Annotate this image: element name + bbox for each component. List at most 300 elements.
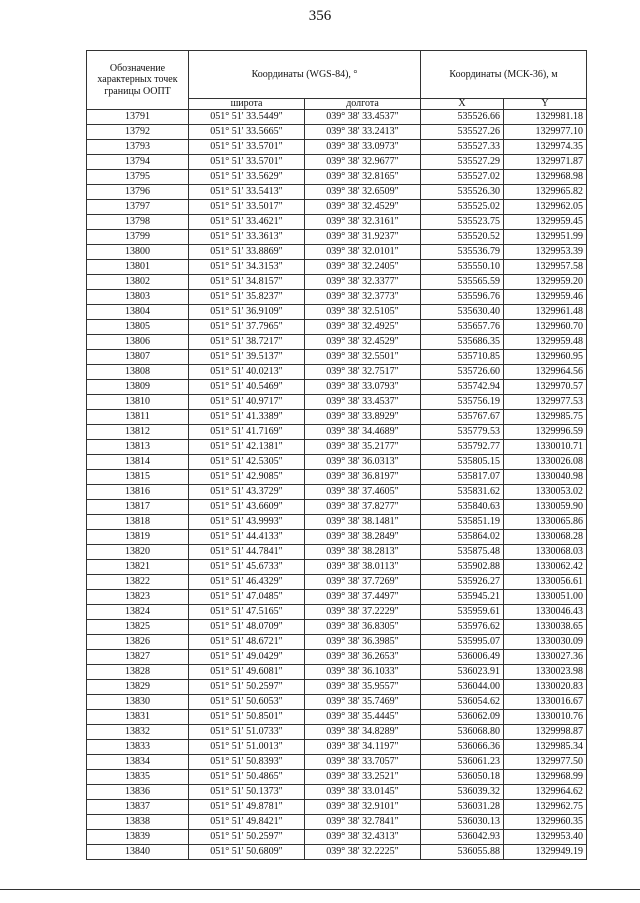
point-id-cell: 13828 <box>87 665 189 680</box>
point-id-cell: 13822 <box>87 575 189 590</box>
longitude-cell: 039° 38' 38.1481" <box>305 515 421 530</box>
x-coordinate-cell: 535805.15 <box>421 455 504 470</box>
longitude-cell: 039° 38' 33.0973" <box>305 140 421 155</box>
x-coordinate-cell: 535523.75 <box>421 215 504 230</box>
table-row <box>87 635 587 650</box>
x-coordinate-cell: 535945.21 <box>421 590 504 605</box>
latitude-cell: 051° 51' 48.0709" <box>189 620 305 635</box>
x-coordinate-cell: 535864.02 <box>421 530 504 545</box>
longitude-cell: 039° 38' 37.2229" <box>305 605 421 620</box>
table-row <box>87 560 587 575</box>
y-coordinate-cell: 1329959.48 <box>504 335 587 350</box>
point-id-cell: 13798 <box>87 215 189 230</box>
x-coordinate-cell: 536068.80 <box>421 725 504 740</box>
table-row <box>87 245 587 260</box>
latitude-cell: 051° 51' 43.6609" <box>189 500 305 515</box>
longitude-cell: 039° 38' 35.4445" <box>305 710 421 725</box>
point-id-cell: 13819 <box>87 530 189 545</box>
point-id-cell: 13806 <box>87 335 189 350</box>
latitude-cell: 051° 51' 48.6721" <box>189 635 305 650</box>
x-coordinate-cell: 535726.60 <box>421 365 504 380</box>
x-coordinate-cell: 535831.62 <box>421 485 504 500</box>
table-row <box>87 545 587 560</box>
longitude-cell: 039° 38' 32.3773" <box>305 290 421 305</box>
latitude-cell: 051° 51' 50.6809" <box>189 845 305 860</box>
longitude-cell: 039° 38' 38.0113" <box>305 560 421 575</box>
point-id-cell: 13797 <box>87 200 189 215</box>
point-id-cell: 13835 <box>87 770 189 785</box>
point-id-cell: 13826 <box>87 635 189 650</box>
longitude-cell: 039° 38' 36.3985" <box>305 635 421 650</box>
latitude-cell: 051° 51' 33.5449" <box>189 110 305 125</box>
y-coordinate-cell: 1330059.90 <box>504 500 587 515</box>
longitude-cell: 039° 38' 33.2521" <box>305 770 421 785</box>
table-row <box>87 815 587 830</box>
point-id-cell: 13802 <box>87 275 189 290</box>
y-coordinate-cell: 1330062.42 <box>504 560 587 575</box>
table-row <box>87 155 587 170</box>
latitude-cell: 051° 51' 33.4621" <box>189 215 305 230</box>
point-id-cell: 13834 <box>87 755 189 770</box>
footer-divider <box>0 889 640 890</box>
latitude-cell: 051° 51' 49.0429" <box>189 650 305 665</box>
longitude-cell: 039° 38' 32.4529" <box>305 335 421 350</box>
longitude-cell: 039° 38' 36.2653" <box>305 650 421 665</box>
x-coordinate-cell: 535565.59 <box>421 275 504 290</box>
y-coordinate-cell: 1330065.86 <box>504 515 587 530</box>
longitude-cell: 039° 38' 32.5501" <box>305 350 421 365</box>
latitude-cell: 051° 51' 40.9717" <box>189 395 305 410</box>
point-id-cell: 13816 <box>87 485 189 500</box>
longitude-cell: 039° 38' 36.8305" <box>305 620 421 635</box>
longitude-cell: 039° 38' 32.7841" <box>305 815 421 830</box>
y-coordinate-cell: 1329985.34 <box>504 740 587 755</box>
latitude-cell: 051° 51' 33.5413" <box>189 185 305 200</box>
y-coordinate-cell: 1329961.48 <box>504 305 587 320</box>
table-row <box>87 410 587 425</box>
y-coordinate-cell: 1329977.10 <box>504 125 587 140</box>
x-coordinate-cell: 536039.32 <box>421 785 504 800</box>
header-latitude: широта <box>189 99 305 110</box>
point-id-cell: 13804 <box>87 305 189 320</box>
y-coordinate-cell: 1329949.19 <box>504 845 587 860</box>
latitude-cell: 051° 51' 50.2597" <box>189 830 305 845</box>
x-coordinate-cell: 535902.88 <box>421 560 504 575</box>
longitude-cell: 039° 38' 33.4537" <box>305 110 421 125</box>
x-coordinate-cell: 535630.40 <box>421 305 504 320</box>
y-coordinate-cell: 1329977.50 <box>504 755 587 770</box>
point-id-cell: 13812 <box>87 425 189 440</box>
latitude-cell: 051° 51' 42.1381" <box>189 440 305 455</box>
longitude-cell: 039° 38' 32.5105" <box>305 305 421 320</box>
latitude-cell: 051° 51' 34.3153" <box>189 260 305 275</box>
header-row-main <box>87 51 587 99</box>
point-id-cell: 13824 <box>87 605 189 620</box>
x-coordinate-cell: 536006.49 <box>421 650 504 665</box>
table-row <box>87 380 587 395</box>
longitude-cell: 039° 38' 37.8277" <box>305 500 421 515</box>
longitude-cell: 039° 38' 34.4689" <box>305 425 421 440</box>
table-row <box>87 440 587 455</box>
y-coordinate-cell: 1329951.99 <box>504 230 587 245</box>
x-coordinate-cell: 536044.00 <box>421 680 504 695</box>
latitude-cell: 051° 51' 40.5469" <box>189 380 305 395</box>
table-row <box>87 200 587 215</box>
y-coordinate-cell: 1329959.20 <box>504 275 587 290</box>
table-row <box>87 800 587 815</box>
latitude-cell: 051° 51' 35.8237" <box>189 290 305 305</box>
y-coordinate-cell: 1329962.05 <box>504 200 587 215</box>
y-coordinate-cell: 1329960.35 <box>504 815 587 830</box>
x-coordinate-cell: 536050.18 <box>421 770 504 785</box>
y-coordinate-cell: 1330046.43 <box>504 605 587 620</box>
point-id-cell: 13833 <box>87 740 189 755</box>
point-id-cell: 13827 <box>87 650 189 665</box>
x-coordinate-cell: 535995.07 <box>421 635 504 650</box>
page-number: 356 <box>308 8 332 24</box>
x-coordinate-cell: 536061.23 <box>421 755 504 770</box>
latitude-cell: 051° 51' 38.7217" <box>189 335 305 350</box>
x-coordinate-cell: 535959.61 <box>421 605 504 620</box>
y-coordinate-cell: 1330040.98 <box>504 470 587 485</box>
point-id-cell: 13799 <box>87 230 189 245</box>
point-id-cell: 13825 <box>87 620 189 635</box>
y-coordinate-cell: 1330026.08 <box>504 455 587 470</box>
latitude-cell: 051° 51' 47.0485" <box>189 590 305 605</box>
longitude-cell: 039° 38' 32.3377" <box>305 275 421 290</box>
header-msk-label: Координаты (МСК-36), м <box>421 51 587 99</box>
x-coordinate-cell: 536031.28 <box>421 800 504 815</box>
table-row <box>87 740 587 755</box>
point-id-cell: 13805 <box>87 320 189 335</box>
latitude-cell: 051° 51' 44.4133" <box>189 530 305 545</box>
point-id-cell: 13791 <box>87 110 189 125</box>
point-id-cell: 13838 <box>87 815 189 830</box>
point-id-cell: 13823 <box>87 590 189 605</box>
y-coordinate-cell: 1330056.61 <box>504 575 587 590</box>
table-row <box>87 785 587 800</box>
latitude-cell: 051° 51' 33.5629" <box>189 170 305 185</box>
y-coordinate-cell: 1329974.35 <box>504 140 587 155</box>
x-coordinate-cell: 535520.52 <box>421 230 504 245</box>
table-row <box>87 470 587 485</box>
point-id-cell: 13811 <box>87 410 189 425</box>
latitude-cell: 051° 51' 43.9993" <box>189 515 305 530</box>
table-row <box>87 620 587 635</box>
point-id-cell: 13817 <box>87 500 189 515</box>
latitude-cell: 051° 51' 39.5137" <box>189 350 305 365</box>
x-coordinate-cell: 535756.19 <box>421 395 504 410</box>
longitude-cell: 039° 38' 32.4925" <box>305 320 421 335</box>
table-row <box>87 590 587 605</box>
latitude-cell: 051° 51' 46.4329" <box>189 575 305 590</box>
longitude-cell: 039° 38' 36.1033" <box>305 665 421 680</box>
x-coordinate-cell: 535526.66 <box>421 110 504 125</box>
longitude-cell: 039° 38' 38.2849" <box>305 530 421 545</box>
y-coordinate-cell: 1329964.62 <box>504 785 587 800</box>
x-coordinate-cell: 535875.48 <box>421 545 504 560</box>
table-row <box>87 335 587 350</box>
latitude-cell: 051° 51' 33.5665" <box>189 125 305 140</box>
x-coordinate-cell: 535976.62 <box>421 620 504 635</box>
table-row <box>87 185 587 200</box>
table-row <box>87 350 587 365</box>
longitude-cell: 039° 38' 34.8289" <box>305 725 421 740</box>
point-id-cell: 13821 <box>87 560 189 575</box>
latitude-cell: 051° 51' 33.5701" <box>189 155 305 170</box>
y-coordinate-cell: 1330010.76 <box>504 710 587 725</box>
x-coordinate-cell: 535526.30 <box>421 185 504 200</box>
y-coordinate-cell: 1330010.71 <box>504 440 587 455</box>
y-coordinate-cell: 1329996.59 <box>504 425 587 440</box>
table-row <box>87 290 587 305</box>
x-coordinate-cell: 535840.63 <box>421 500 504 515</box>
x-coordinate-cell: 535527.33 <box>421 140 504 155</box>
x-coordinate-cell: 535792.77 <box>421 440 504 455</box>
point-id-cell: 13792 <box>87 125 189 140</box>
longitude-cell: 039° 38' 32.4313" <box>305 830 421 845</box>
point-id-cell: 13837 <box>87 800 189 815</box>
y-coordinate-cell: 1329962.75 <box>504 800 587 815</box>
latitude-cell: 051° 51' 34.8157" <box>189 275 305 290</box>
point-id-cell: 13810 <box>87 395 189 410</box>
y-coordinate-cell: 1329959.45 <box>504 215 587 230</box>
y-coordinate-cell: 1329960.70 <box>504 320 587 335</box>
latitude-cell: 051° 51' 44.7841" <box>189 545 305 560</box>
longitude-cell: 039° 38' 37.7269" <box>305 575 421 590</box>
y-coordinate-cell: 1329977.53 <box>504 395 587 410</box>
longitude-cell: 039° 38' 33.0145" <box>305 785 421 800</box>
point-id-cell: 13813 <box>87 440 189 455</box>
longitude-cell: 039° 38' 32.8165" <box>305 170 421 185</box>
table-row <box>87 530 587 545</box>
y-coordinate-cell: 1329968.98 <box>504 170 587 185</box>
y-coordinate-cell: 1330053.02 <box>504 485 587 500</box>
longitude-cell: 039° 38' 32.2405" <box>305 260 421 275</box>
latitude-cell: 051° 51' 40.0213" <box>189 365 305 380</box>
point-id-cell: 13793 <box>87 140 189 155</box>
x-coordinate-cell: 535779.53 <box>421 425 504 440</box>
point-id-cell: 13795 <box>87 170 189 185</box>
table-row <box>87 305 587 320</box>
x-coordinate-cell: 535527.26 <box>421 125 504 140</box>
longitude-cell: 039° 38' 33.2413" <box>305 125 421 140</box>
table-row <box>87 215 587 230</box>
x-coordinate-cell: 535527.29 <box>421 155 504 170</box>
y-coordinate-cell: 1330051.00 <box>504 590 587 605</box>
longitude-cell: 039° 38' 34.1197" <box>305 740 421 755</box>
table-row <box>87 170 587 185</box>
table-row <box>87 230 587 245</box>
table-row <box>87 515 587 530</box>
x-coordinate-cell: 535710.85 <box>421 350 504 365</box>
latitude-cell: 051° 51' 37.7965" <box>189 320 305 335</box>
point-id-cell: 13808 <box>87 365 189 380</box>
x-coordinate-cell: 536066.36 <box>421 740 504 755</box>
longitude-cell: 039° 38' 37.4497" <box>305 590 421 605</box>
y-coordinate-cell: 1329957.58 <box>504 260 587 275</box>
header-longitude: долгота <box>305 99 421 110</box>
x-coordinate-cell: 535686.35 <box>421 335 504 350</box>
point-id-cell: 13831 <box>87 710 189 725</box>
table-row <box>87 725 587 740</box>
latitude-cell: 051° 51' 41.7169" <box>189 425 305 440</box>
point-id-cell: 13801 <box>87 260 189 275</box>
y-coordinate-cell: 1329959.46 <box>504 290 587 305</box>
x-coordinate-cell: 535767.67 <box>421 410 504 425</box>
header-point-label: Обозначение характерных точек границы ООПТ <box>87 51 189 110</box>
y-coordinate-cell: 1329953.39 <box>504 245 587 260</box>
point-id-cell: 13829 <box>87 680 189 695</box>
y-coordinate-cell: 1330030.09 <box>504 635 587 650</box>
table-row <box>87 680 587 695</box>
longitude-cell: 039° 38' 33.0793" <box>305 380 421 395</box>
point-id-cell: 13807 <box>87 350 189 365</box>
latitude-cell: 051° 51' 50.8393" <box>189 755 305 770</box>
latitude-cell: 051° 51' 33.3613" <box>189 230 305 245</box>
y-coordinate-cell: 1329960.95 <box>504 350 587 365</box>
longitude-cell: 039° 38' 33.4537" <box>305 395 421 410</box>
longitude-cell: 039° 38' 32.4529" <box>305 200 421 215</box>
coordinates-table <box>86 50 587 860</box>
x-coordinate-cell: 535742.94 <box>421 380 504 395</box>
longitude-cell: 039° 38' 32.2225" <box>305 845 421 860</box>
table-row <box>87 395 587 410</box>
latitude-cell: 051° 51' 41.3389" <box>189 410 305 425</box>
latitude-cell: 051° 51' 50.1373" <box>189 785 305 800</box>
y-coordinate-cell: 1330023.98 <box>504 665 587 680</box>
header-y: Y <box>504 99 587 110</box>
table-row <box>87 650 587 665</box>
y-coordinate-cell: 1329964.56 <box>504 365 587 380</box>
latitude-cell: 051° 51' 33.5701" <box>189 140 305 155</box>
table-row <box>87 425 587 440</box>
header-wgs-label: Координаты (WGS-84), ° <box>189 51 421 99</box>
table-row <box>87 755 587 770</box>
latitude-cell: 051° 51' 50.4865" <box>189 770 305 785</box>
y-coordinate-cell: 1330038.65 <box>504 620 587 635</box>
point-id-cell: 13796 <box>87 185 189 200</box>
table-row <box>87 695 587 710</box>
y-coordinate-cell: 1330068.03 <box>504 545 587 560</box>
x-coordinate-cell: 535657.76 <box>421 320 504 335</box>
x-coordinate-cell: 535817.07 <box>421 470 504 485</box>
point-id-cell: 13830 <box>87 695 189 710</box>
longitude-cell: 039° 38' 32.7517" <box>305 365 421 380</box>
longitude-cell: 039° 38' 35.2177" <box>305 440 421 455</box>
table-row <box>87 665 587 680</box>
y-coordinate-cell: 1330020.83 <box>504 680 587 695</box>
point-id-cell: 13818 <box>87 515 189 530</box>
point-id-cell: 13800 <box>87 245 189 260</box>
longitude-cell: 039° 38' 36.8197" <box>305 470 421 485</box>
table-row <box>87 110 587 125</box>
y-coordinate-cell: 1330027.36 <box>504 650 587 665</box>
x-coordinate-cell: 535851.19 <box>421 515 504 530</box>
longitude-cell: 039° 38' 31.9237" <box>305 230 421 245</box>
latitude-cell: 051° 51' 51.0733" <box>189 725 305 740</box>
latitude-cell: 051° 51' 50.8501" <box>189 710 305 725</box>
y-coordinate-cell: 1329985.75 <box>504 410 587 425</box>
latitude-cell: 051° 51' 50.2597" <box>189 680 305 695</box>
latitude-cell: 051° 51' 45.6733" <box>189 560 305 575</box>
table-body <box>87 110 587 860</box>
point-id-cell: 13832 <box>87 725 189 740</box>
x-coordinate-cell: 536062.09 <box>421 710 504 725</box>
point-id-cell: 13814 <box>87 455 189 470</box>
longitude-cell: 039° 38' 38.2813" <box>305 545 421 560</box>
latitude-cell: 051° 51' 47.5165" <box>189 605 305 620</box>
x-coordinate-cell: 535550.10 <box>421 260 504 275</box>
table-row <box>87 140 587 155</box>
y-coordinate-cell: 1329970.57 <box>504 380 587 395</box>
latitude-cell: 051° 51' 50.6053" <box>189 695 305 710</box>
x-coordinate-cell: 535525.02 <box>421 200 504 215</box>
longitude-cell: 039° 38' 32.0101" <box>305 245 421 260</box>
x-coordinate-cell: 535596.76 <box>421 290 504 305</box>
longitude-cell: 039° 38' 32.9101" <box>305 800 421 815</box>
longitude-cell: 039° 38' 36.0313" <box>305 455 421 470</box>
table-header <box>87 51 587 110</box>
longitude-cell: 039° 38' 33.8929" <box>305 410 421 425</box>
point-id-cell: 13794 <box>87 155 189 170</box>
table-row <box>87 500 587 515</box>
x-coordinate-cell: 536055.88 <box>421 845 504 860</box>
latitude-cell: 051° 51' 33.5017" <box>189 200 305 215</box>
table-row <box>87 575 587 590</box>
latitude-cell: 051° 51' 42.5305" <box>189 455 305 470</box>
x-coordinate-cell: 536054.62 <box>421 695 504 710</box>
table-row <box>87 770 587 785</box>
latitude-cell: 051° 51' 42.9085" <box>189 470 305 485</box>
table-row <box>87 485 587 500</box>
longitude-cell: 039° 38' 32.3161" <box>305 215 421 230</box>
latitude-cell: 051° 51' 43.3729" <box>189 485 305 500</box>
point-id-cell: 13815 <box>87 470 189 485</box>
table-row <box>87 365 587 380</box>
x-coordinate-cell: 536042.93 <box>421 830 504 845</box>
longitude-cell: 039° 38' 35.9557" <box>305 680 421 695</box>
point-id-cell: 13839 <box>87 830 189 845</box>
point-id-cell: 13809 <box>87 380 189 395</box>
longitude-cell: 039° 38' 33.7057" <box>305 755 421 770</box>
point-id-cell: 13820 <box>87 545 189 560</box>
y-coordinate-cell: 1329968.99 <box>504 770 587 785</box>
longitude-cell: 039° 38' 32.6509" <box>305 185 421 200</box>
point-id-cell: 13840 <box>87 845 189 860</box>
table-row <box>87 455 587 470</box>
table-row <box>87 275 587 290</box>
table-row <box>87 260 587 275</box>
table-row <box>87 125 587 140</box>
y-coordinate-cell: 1329998.87 <box>504 725 587 740</box>
longitude-cell: 039° 38' 37.4605" <box>305 485 421 500</box>
y-coordinate-cell: 1329971.87 <box>504 155 587 170</box>
latitude-cell: 051° 51' 49.8421" <box>189 815 305 830</box>
latitude-cell: 051° 51' 51.0013" <box>189 740 305 755</box>
y-coordinate-cell: 1329953.40 <box>504 830 587 845</box>
x-coordinate-cell: 535536.79 <box>421 245 504 260</box>
table-row <box>87 845 587 860</box>
point-id-cell: 13836 <box>87 785 189 800</box>
latitude-cell: 051° 51' 49.8781" <box>189 800 305 815</box>
longitude-cell: 039° 38' 32.9677" <box>305 155 421 170</box>
x-coordinate-cell: 536030.13 <box>421 815 504 830</box>
table-row <box>87 710 587 725</box>
x-coordinate-cell: 535926.27 <box>421 575 504 590</box>
latitude-cell: 051° 51' 33.8869" <box>189 245 305 260</box>
table-row <box>87 605 587 620</box>
